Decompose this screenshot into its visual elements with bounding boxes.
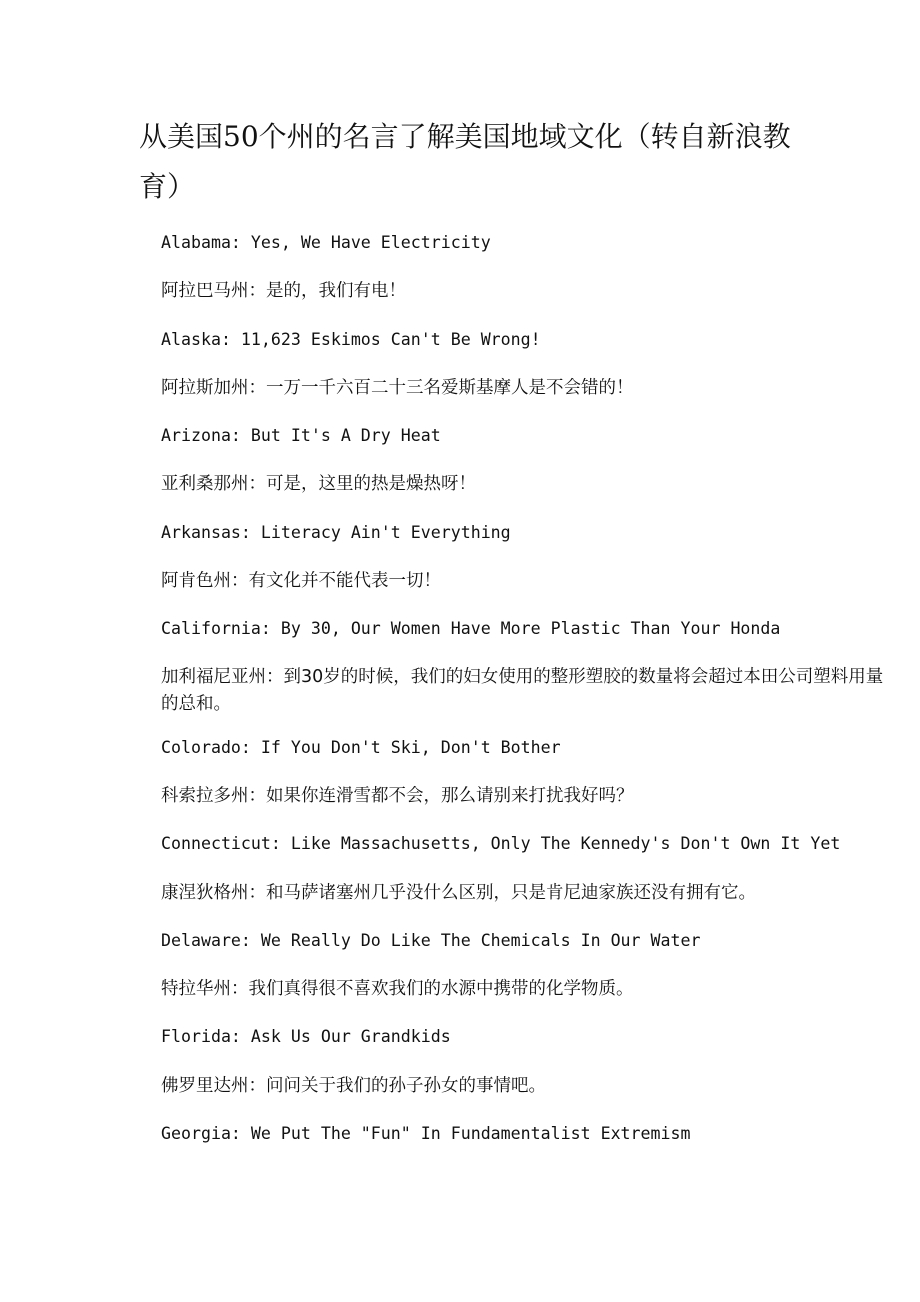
motto-chinese: 康涅狄格州：和马萨诸塞州几乎没什么区别，只是肯尼迪家族还没有拥有它。 xyxy=(161,882,756,903)
motto-english: Arizona: But It's A Dry Heat xyxy=(161,426,441,446)
motto-entry-california xyxy=(161,613,889,717)
motto-entry-connecticut xyxy=(161,828,889,908)
motto-chinese: 阿肯色州：有文化并不能代表一切！ xyxy=(161,571,441,592)
motto-list xyxy=(161,227,889,1166)
motto-chinese: 加利福尼亚州：到30岁的时候，我们的妇女使用的整形塑胶的数量将会超过本田公司塑料用量的总和。 xyxy=(161,666,884,714)
motto-chinese: 科索拉多州：如果你连滑雪都不会，那么请别来打扰我好吗？ xyxy=(161,785,634,806)
motto-entry-alaska xyxy=(161,324,889,404)
motto-english: Delaware: We Really Do Like The Chemicals In Our Water xyxy=(161,930,701,950)
motto-english: California: By 30, Our Women Have More Plastic Than Your Honda xyxy=(161,619,781,639)
motto-entry-florida xyxy=(161,1021,889,1101)
motto-chinese: 亚利桑那州：可是，这里的热是燥热呀！ xyxy=(161,474,476,495)
document-title: 从美国50个州的名言了解美国地域文化（转自新浪教育） xyxy=(139,120,791,203)
motto-chinese: 阿拉斯加州：一万一千六百二十三名爱斯基摩人是不会错的！ xyxy=(161,377,634,398)
motto-english: Alabama: Yes, We Have Electricity xyxy=(161,233,491,252)
motto-entry-arkansas xyxy=(161,517,889,597)
motto-entry-delaware xyxy=(161,925,889,1005)
motto-english: Colorado: If You Don't Ski, Don't Bother xyxy=(161,737,561,757)
motto-english: Alaska: 11,623 Eskimos Can't Be Wrong! xyxy=(161,329,541,349)
motto-english: Connecticut: Like Massachusetts, Only The Kennedy's Don't Own It Yet xyxy=(161,834,841,854)
motto-entry-colorado xyxy=(161,732,889,812)
motto-chinese: 特拉华州：我们真得很不喜欢我们的水源中携带的化学物质。 xyxy=(161,979,634,1000)
motto-english: Florida: Ask Us Our Grandkids xyxy=(161,1027,451,1047)
motto-chinese: 佛罗里达州：问问关于我们的孙子孙女的事情吧。 xyxy=(161,1075,546,1096)
motto-chinese: 阿拉巴马州：是的，我们有电！ xyxy=(161,281,406,302)
motto-entry-arizona xyxy=(161,420,889,500)
motto-entry-alabama xyxy=(161,227,889,307)
motto-english: Arkansas: Literacy Ain't Everything xyxy=(161,522,511,542)
motto-english: Georgia: We Put The "Fun" In Fundamentalist Extremism xyxy=(161,1124,691,1144)
motto-entry-georgia xyxy=(161,1118,889,1150)
